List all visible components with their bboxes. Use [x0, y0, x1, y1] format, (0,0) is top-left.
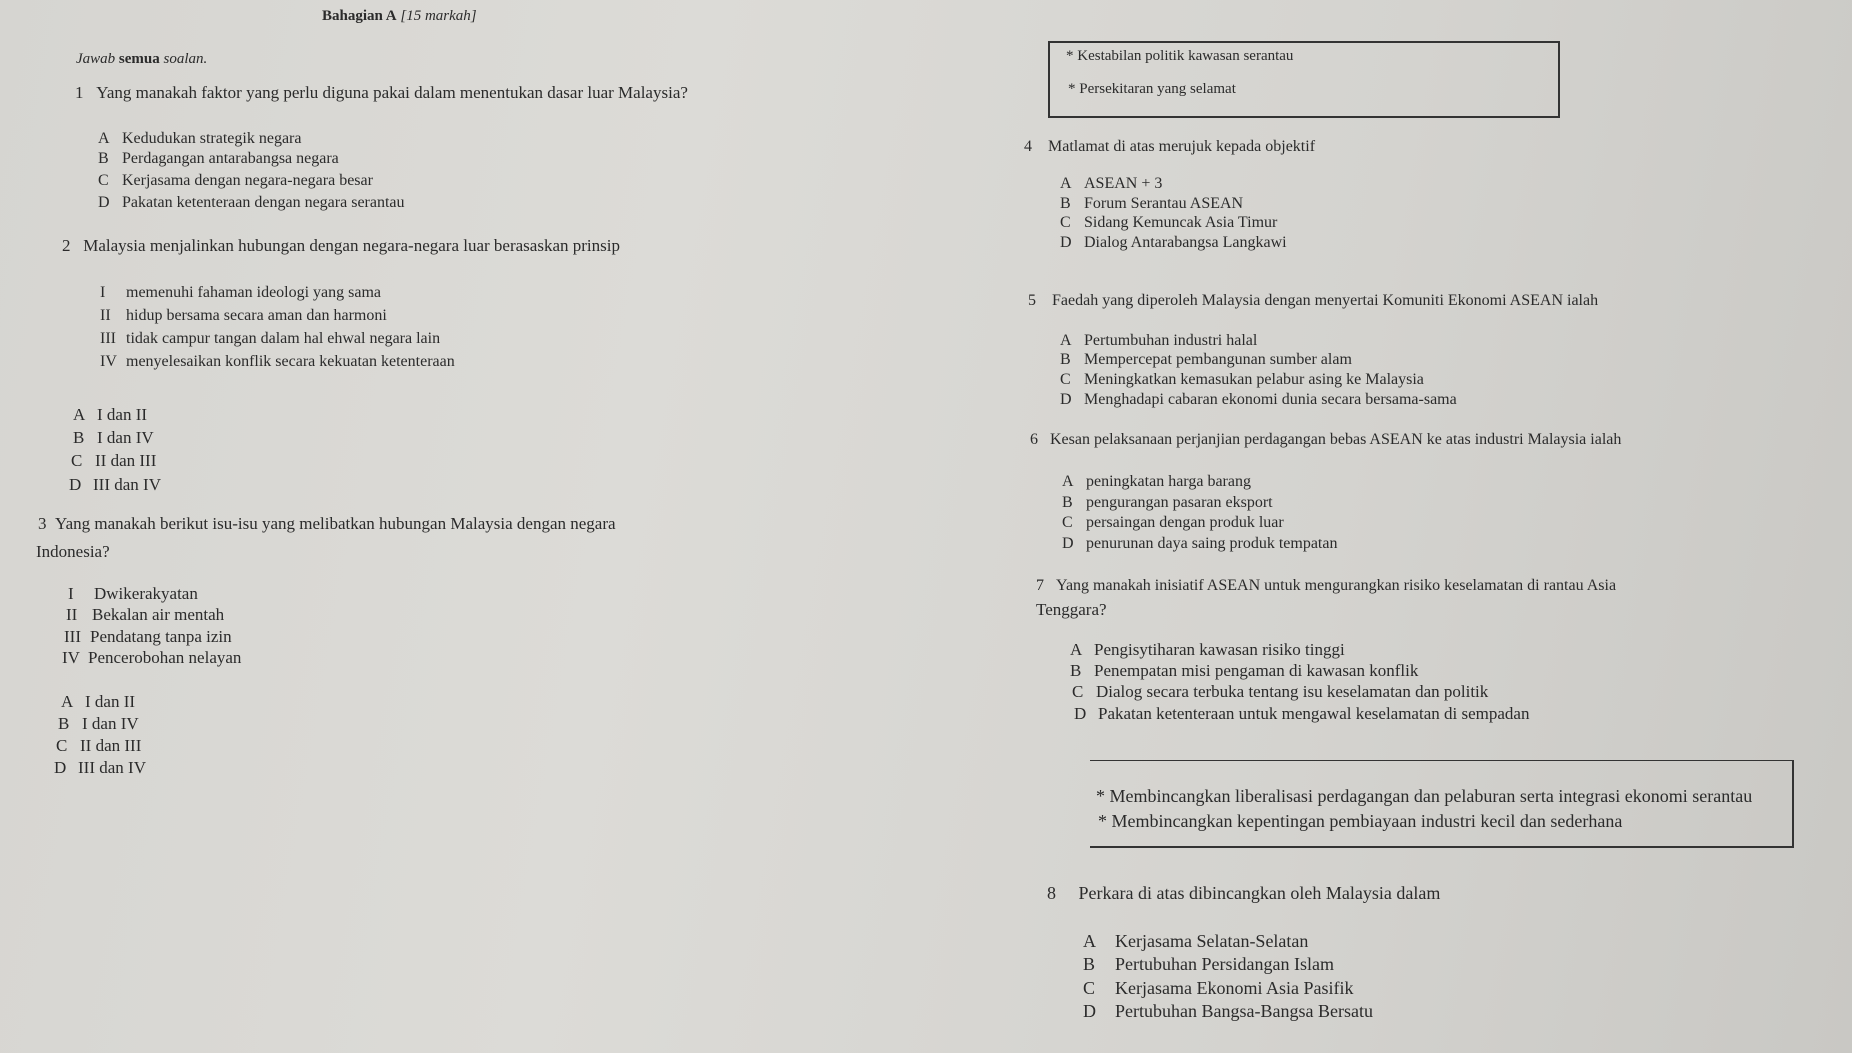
q8-option-c[interactable]: C Kerjasama Ekonomi Asia Pasifik	[1083, 978, 1354, 998]
question-1: 1 Yang manakah faktor yang perlu diguna pakai dalam menentukan dasar luar Malaysia?	[75, 83, 688, 102]
q8-option-d[interactable]: D Pertubuhan Bangsa-Bangsa Bersatu	[1083, 1001, 1373, 1021]
q7-option-c[interactable]: C Dialog secara terbuka tentang isu keselamatan dan politik	[1072, 682, 1489, 701]
instruction: Jawab semua soalan.	[76, 51, 208, 67]
q2-option-c[interactable]: C II dan III	[71, 451, 157, 470]
q3-option-b[interactable]: B I dan IV	[58, 714, 139, 733]
q1-option-c[interactable]: C Kerjasama dengan negara-negara besar	[98, 172, 373, 189]
box1-item-1: * Kestabilan politik kawasan serantau	[1066, 48, 1294, 64]
q2-option-d[interactable]: D III dan IV	[69, 475, 161, 494]
q5-option-d[interactable]: D Menghadapi cabaran ekonomi dunia secara bersama-sama	[1060, 391, 1457, 408]
q1-option-d[interactable]: D Pakatan ketenteraan dengan negara serantau	[98, 194, 405, 211]
q2-statement-4: IV menyelesaikan konflik secara kekuatan ketenteraan	[100, 353, 455, 370]
q2-statement-1: I memenuhi fahaman ideologi yang sama	[100, 284, 382, 301]
question-6: 6 Kesan pelaksanaan perjanjian perdagangan bebas ASEAN ke atas industri Malaysia ialah	[1030, 431, 1622, 448]
q4-option-c[interactable]: C Sidang Kemuncak Asia Timur	[1060, 214, 1278, 231]
q3-statement-1: I Dwikerakyatan	[68, 584, 198, 603]
box2-item-1: * Membincangkan liberalisasi perdagangan dan pelaburan serta integrasi ekonomi serantau	[1096, 786, 1753, 806]
question-8: 8 Perkara di atas dibincangkan oleh Malaysia dalam	[1047, 883, 1441, 903]
q3-statement-4: IV Pencerobohan nelayan	[62, 648, 242, 667]
q3-option-a[interactable]: A I dan II	[61, 692, 136, 711]
q3-option-c[interactable]: C II dan III	[56, 736, 142, 755]
question-3-line2: Indonesia?	[36, 542, 110, 561]
q1-option-b[interactable]: B Perdagangan antarabangsa negara	[98, 150, 339, 167]
question-2: 2 Malaysia menjalinkan hubungan dengan negara-negara luar berasaskan prinsip	[62, 236, 620, 255]
section-marks: [15 markah]	[400, 8, 477, 24]
q5-option-c[interactable]: C Meningkatkan kemasukan pelabur asing ke Malaysia	[1060, 371, 1424, 388]
q7-option-d[interactable]: D Pakatan ketenteraan untuk mengawal keselamatan di sempadan	[1074, 704, 1530, 723]
question-7-line2: Tenggara?	[1036, 600, 1107, 619]
q2-statement-2: II hidup bersama secara aman dan harmoni	[100, 307, 387, 324]
box2-item-2: * Membincangkan kepentingan pembiayaan industri kecil dan sederhana	[1098, 811, 1623, 831]
section-title: Bahagian A	[322, 8, 397, 24]
q2-option-a[interactable]: A I dan II	[73, 405, 148, 424]
q6-option-a[interactable]: A peningkatan harga barang	[1062, 473, 1251, 490]
q2-option-b[interactable]: B I dan IV	[73, 428, 154, 447]
q4-option-a[interactable]: A ASEAN + 3	[1060, 175, 1163, 192]
q3-statement-2: II Bekalan air mentah	[66, 605, 225, 624]
q4-option-b[interactable]: B Forum Serantau ASEAN	[1060, 195, 1244, 212]
q6-option-b[interactable]: B pengurangan pasaran eksport	[1062, 494, 1273, 511]
question-3: 3 Yang manakah berikut isu-isu yang melibatkan hubungan Malaysia dengan negara	[38, 514, 616, 533]
q8-option-a[interactable]: A Kerjasama Selatan-Selatan	[1083, 931, 1309, 951]
q4-option-d[interactable]: D Dialog Antarabangsa Langkawi	[1060, 234, 1287, 251]
question-5: 5 Faedah yang diperoleh Malaysia dengan menyertai Komuniti Ekonomi ASEAN ialah	[1028, 292, 1599, 309]
q7-option-b[interactable]: B Penempatan misi pengaman di kawasan konflik	[1070, 661, 1419, 680]
q7-option-a[interactable]: A Pengisytiharan kawasan risiko tinggi	[1070, 640, 1345, 659]
question-4: 4 Matlamat di atas merujuk kepada objektif	[1024, 138, 1316, 155]
q3-option-d[interactable]: D III dan IV	[54, 758, 146, 777]
question-7: 7 Yang manakah inisiatif ASEAN untuk mengurangkan risiko keselamatan di rantau Asia	[1036, 577, 1617, 594]
q6-option-c[interactable]: C persaingan dengan produk luar	[1062, 514, 1284, 531]
box1-item-2: * Persekitaran yang selamat	[1068, 81, 1236, 97]
q6-option-d[interactable]: D penurunan daya saing produk tempatan	[1062, 535, 1338, 552]
section-header	[322, 9, 477, 24]
q5-option-b[interactable]: B Mempercepat pembangunan sumber alam	[1060, 351, 1352, 368]
q1-option-a[interactable]: A Kedudukan strategik negara	[98, 130, 302, 147]
q5-option-a[interactable]: A Pertumbuhan industri halal	[1060, 332, 1258, 349]
q2-statement-3: III tidak campur tangan dalam hal ehwal negara lain	[100, 330, 441, 347]
q8-option-b[interactable]: B Pertubuhan Persidangan Islam	[1083, 954, 1334, 974]
q3-statement-3: III Pendatang tanpa izin	[64, 627, 232, 646]
